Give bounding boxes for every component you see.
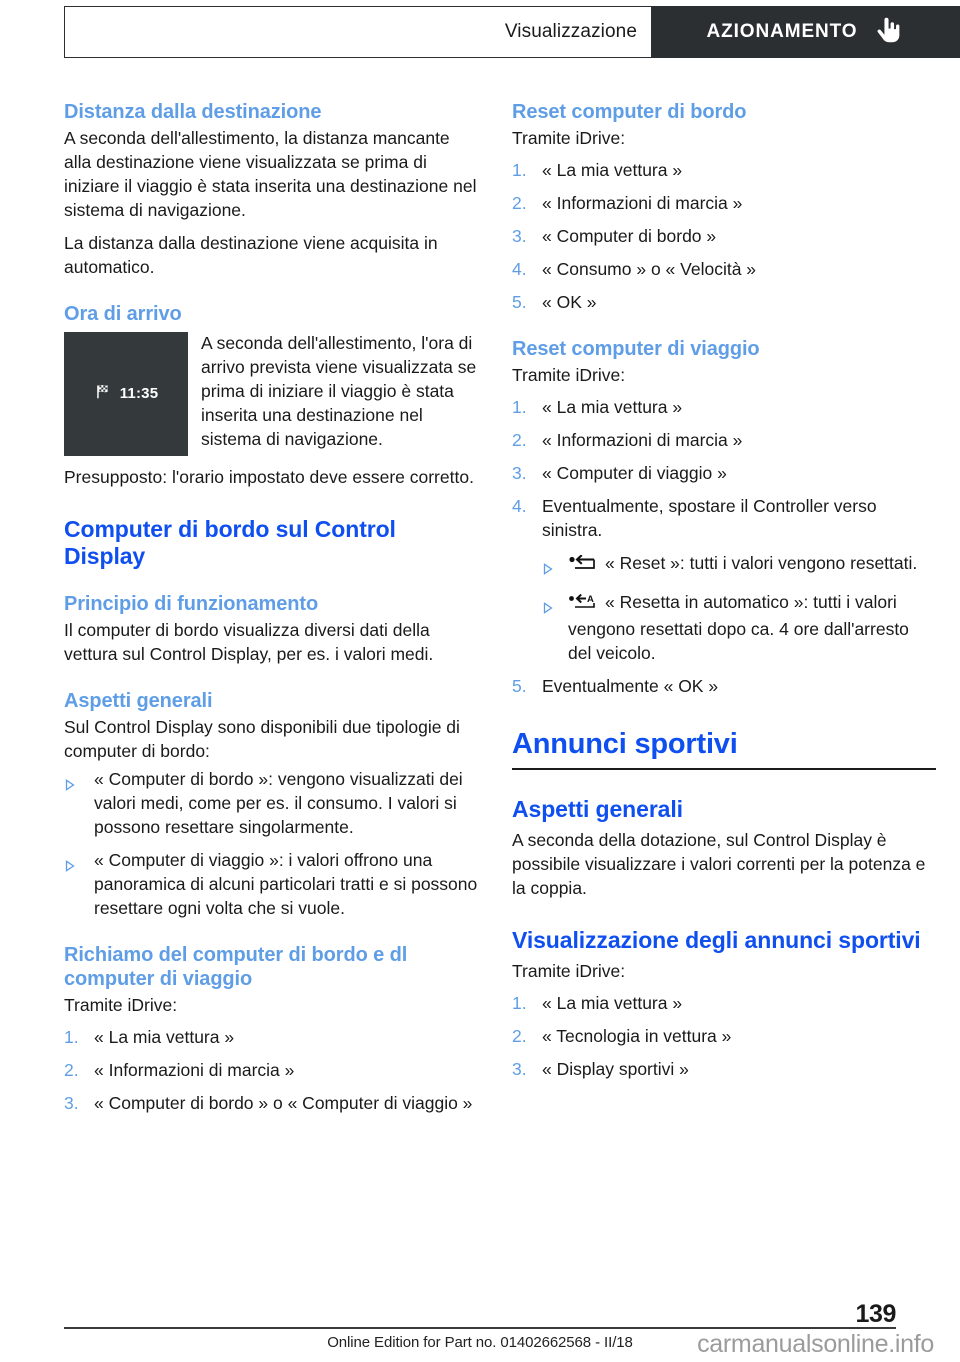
step-number: 4. <box>512 495 527 516</box>
step-number: 1. <box>512 992 527 1013</box>
heading-computer-di-bordo-control-display: Computer di bordo sul Control Display <box>64 515 396 569</box>
tab-azionamento-label: AZIONAMENTO <box>706 21 858 42</box>
step-text: Eventualmente, spostare il Controller verso sinistra. <box>542 495 877 540</box>
paragraph-aspetti-left: Sul Control Display sono disponibili due tipologie di computer di bordo: <box>64 716 460 761</box>
list-item-text: « Computer di bordo »: vengono visualizzati dei valori medi, come per es. il consumo. I valori si possono resettare singolarmente. <box>94 768 463 837</box>
list-item <box>512 429 936 453</box>
list-item-text <box>568 591 936 666</box>
list-item <box>512 159 936 183</box>
list-item <box>64 849 480 921</box>
paragraph-tramite-idrive-bordo: Tramite iDrive: <box>512 128 626 148</box>
display-illustration <box>64 332 188 456</box>
checkered-flag-icon <box>94 382 113 406</box>
footer-divider <box>64 1327 896 1329</box>
step-text: « Computer di bordo » <box>542 225 717 246</box>
step-text: « Consumo » o « Velocità » <box>542 258 757 279</box>
page-number: 139 <box>855 1300 896 1328</box>
step-number: 2. <box>512 429 527 450</box>
list-item <box>512 225 936 249</box>
page-header <box>64 6 960 58</box>
step-number: 2. <box>64 1059 79 1080</box>
heading-richiamo-computer: Richiamo del computer di bordo e dl computer di viaggio <box>64 943 408 990</box>
left-column <box>64 100 480 1125</box>
paragraph-presupposto: Presupposto: l'orario impostato deve essere corretto. <box>64 466 474 487</box>
step-text: « Display sportivi » <box>542 1058 689 1079</box>
step-number: 1. <box>64 1026 79 1047</box>
heading-reset-computer-di-bordo: Reset computer di bordo <box>512 101 747 123</box>
triangle-bullet-icon <box>64 768 94 840</box>
list-item <box>512 1025 936 1049</box>
reset-option-text: « Resetta in automatico »: tutti i valori vengono resettati dopo ca. 4 ore dall'arresto del veicolo. <box>568 591 909 663</box>
figure-ora-di-arrivo <box>64 332 480 456</box>
tab-azionamento[interactable] <box>652 6 960 58</box>
step-text: « Computer di viaggio » <box>542 462 727 483</box>
bullet-list-tipologie <box>64 768 480 921</box>
list-item <box>512 1058 936 1082</box>
arrival-time-value: 11:35 <box>119 385 159 403</box>
list-item <box>64 1092 480 1116</box>
paragraph-distanza-1: A seconda dell'allestimento, la distanza mancante alla destinazione viene visualizzata se prima di iniziare il viaggio è stata inserita una destinazione nel sistema di navigazione. <box>64 128 477 220</box>
reset-arrow-icon <box>568 555 600 579</box>
list-item <box>64 1026 480 1050</box>
step-number: 5. <box>512 675 527 696</box>
figure-caption: A seconda dell'allestimento, l'ora di arrivo prevista viene visualizzata se prima di iniziare il viaggio è stata inserita una destinazione nel sistema di navigazione. <box>201 332 477 449</box>
step-number: 1. <box>512 159 527 180</box>
heading-ora-di-arrivo: Ora di arrivo <box>64 302 182 325</box>
list-item <box>542 591 936 666</box>
step-text: « Tecnologia in vettura » <box>542 1025 732 1046</box>
heading-principio-di-funzionamento: Principio di funzionamento <box>64 593 319 616</box>
step-list-reset-bordo <box>512 159 936 315</box>
step-text: « Informazioni di marcia » <box>542 192 743 213</box>
paragraph-distanza-2: La distanza dalla destinazione viene acquisita in automatico. <box>64 232 438 277</box>
step-list-reset-viaggio <box>512 396 936 543</box>
list-item <box>512 462 936 486</box>
list-item <box>512 992 936 1016</box>
step-text: « OK » <box>542 291 597 312</box>
reset-auto-arrow-icon <box>568 594 600 618</box>
list-item <box>512 258 936 282</box>
step-number: 3. <box>64 1092 79 1113</box>
pointing-hand-icon <box>874 15 900 50</box>
triangle-bullet-icon <box>64 849 94 921</box>
paragraph-aspetti-right: A seconda della dotazione, sul Control Display è possibile visualizzare i valori correnti per la potenza e la coppia. <box>512 829 926 898</box>
list-item-text <box>568 552 936 582</box>
step-text: « Computer di bordo » o « Computer di viaggio » <box>94 1092 473 1113</box>
step-number: 4. <box>512 258 527 279</box>
list-item-text: « Computer di viaggio »: i valori offrono una panoramica di alcuni particolari tratti e si possono resettare ogni volta che si vuole. <box>94 849 478 918</box>
right-column <box>512 100 936 1091</box>
step-number: 3. <box>512 1058 527 1079</box>
step-text: Eventualmente « OK » <box>542 675 719 696</box>
list-item <box>512 291 936 315</box>
tab-visualizzazione-label: Visualizzazione <box>504 21 637 42</box>
list-item <box>512 192 936 216</box>
paragraph-principio: Il computer di bordo visualizza diversi dati della vettura sul Control Display, per es. i valori medi. <box>64 620 434 664</box>
step-number: 3. <box>512 462 527 483</box>
paragraph-tramite-idrive-annunci: Tramite iDrive: <box>512 960 626 981</box>
list-item <box>64 768 480 840</box>
heading-aspetti-generali-left: Aspetti generali <box>64 689 213 712</box>
heading-distanza-dalla-destinazione: Distanza dalla destinazione <box>64 101 322 123</box>
tab-visualizzazione[interactable] <box>64 6 652 58</box>
step-number: 1. <box>512 396 527 417</box>
step-number: 2. <box>512 192 527 213</box>
step-list-reset-viaggio-end <box>512 675 936 699</box>
step-number: 5. <box>512 291 527 312</box>
step-text: « La mia vettura » <box>94 1026 235 1047</box>
list-item <box>512 495 936 543</box>
step-text: « Informazioni di marcia » <box>94 1059 295 1080</box>
list-item <box>512 396 936 420</box>
step-text: « La mia vettura » <box>542 159 683 180</box>
heading-reset-computer-di-viaggio: Reset computer di viaggio <box>512 337 760 360</box>
step-list-annunci <box>512 992 936 1082</box>
step-text: « La mia vettura » <box>542 992 683 1013</box>
list-item <box>542 552 936 582</box>
step-text: « Informazioni di marcia » <box>542 429 743 450</box>
step-number: 3. <box>512 225 527 246</box>
step-number: 2. <box>512 1025 527 1046</box>
step-list-richiamo <box>64 1026 480 1116</box>
paragraph-tramite-idrive-viaggio: Tramite iDrive: <box>512 364 626 385</box>
heading-visualizzazione-annunci-sportivi: Visualizzazione degli annunci sportivi <box>512 926 921 953</box>
heading-aspetti-generali-right: Aspetti generali <box>512 795 683 822</box>
list-item <box>64 1059 480 1083</box>
bullet-list-reset-options <box>542 552 936 666</box>
triangle-bullet-icon <box>542 591 568 666</box>
watermark-text: carmanualsonline.info <box>697 1330 934 1358</box>
paragraph-tramite-idrive-left: Tramite iDrive: <box>64 994 178 1015</box>
step-text: « La mia vettura » <box>542 396 683 417</box>
triangle-bullet-icon <box>542 552 568 582</box>
footer-edition-line: Online Edition for Part no. 01402662568 - II/18 <box>327 1334 633 1351</box>
svg-text:A: A <box>587 593 594 605</box>
list-item <box>512 675 936 699</box>
reset-option-text: « Reset »: tutti i valori vengono resettati. <box>605 552 918 573</box>
chapter-heading-annunci-sportivi: Annunci sportivi <box>512 728 936 769</box>
